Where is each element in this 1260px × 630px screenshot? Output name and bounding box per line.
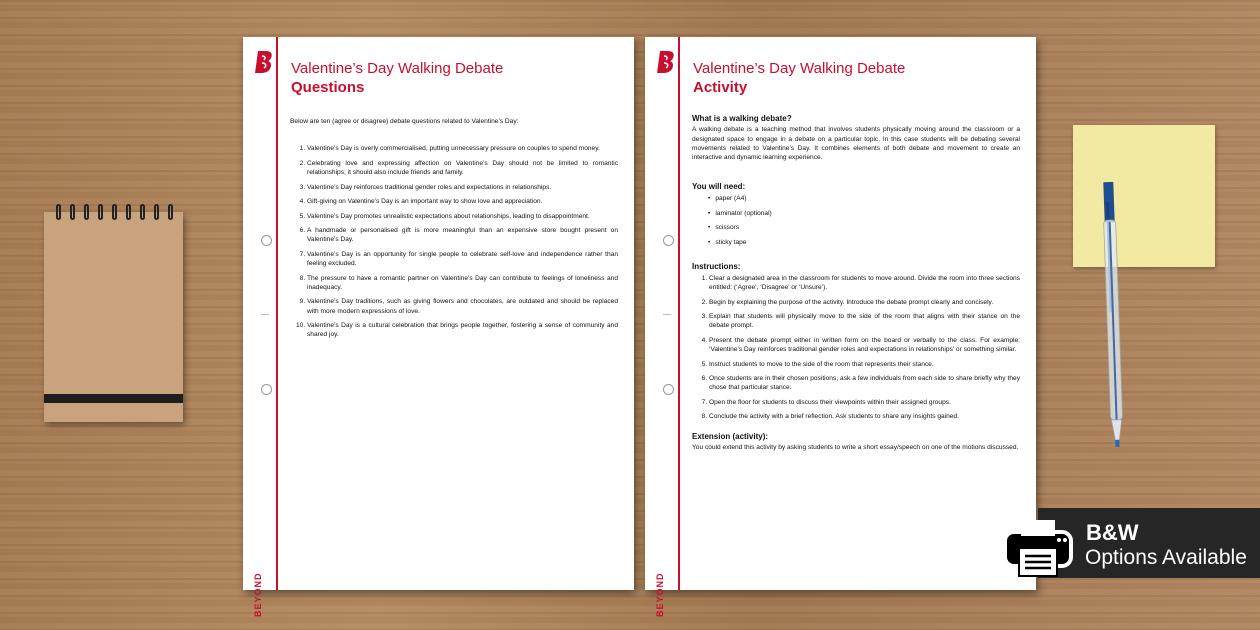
question-item: 4. Gift-giving on Valentine’s Day is an important way to show love and appreciation. bbox=[307, 197, 618, 206]
need-item: • sticky tape bbox=[708, 238, 1020, 247]
margin-line bbox=[276, 37, 278, 590]
worksheet-activity bbox=[645, 37, 1036, 617]
instruction-item: 1. Clear a designated area in the classroom for students to move around. Divide the room into three sections entitled: (‘Agree’, ‘Disagree’ or ‘Unsure’). bbox=[709, 274, 1020, 293]
question-item: 8. The pressure to have a romantic partner on Valentine’s Day can contribute to feelings of loneliness and inadequacy. bbox=[307, 274, 618, 293]
instruction-item: 3. Explain that students will physically move to the side of the room that aligns with their stance on the debate prompt. bbox=[709, 312, 1020, 331]
question-item: 7. Valentine’s Day is an opportunity for single people to celebrate self-love and independence rather than feeling excluded. bbox=[307, 250, 618, 269]
question-item: 6. A handmade or personalised gift is more meaningful than an expensive store bought present on Valentine’s Day. bbox=[307, 226, 618, 245]
punch-hole bbox=[261, 384, 272, 395]
printer-icon bbox=[1003, 516, 1075, 580]
question-item: 10. Valentine’s Day is a cultural celebration that brings people together, fostering a sense of community and shared joy. bbox=[307, 321, 618, 340]
intro-text: Below are ten (agree or disagree) debate questions related to Valentine’s Day: bbox=[290, 118, 519, 125]
spiral-ring bbox=[98, 204, 103, 220]
brand-label: BEYOND bbox=[655, 572, 665, 617]
badge-subtitle: Options Available bbox=[1085, 546, 1247, 569]
page-title: Valentine’s Day Walking Debate Activity bbox=[693, 60, 906, 96]
spiral-ring bbox=[56, 204, 61, 220]
need-item: • scissors bbox=[708, 223, 1020, 232]
page-title: Valentine’s Day Walking Debate Questions bbox=[291, 60, 504, 96]
extension-text: You could extend this activity by asking students to write a short essay/speech on one of the motions discussed. bbox=[692, 443, 1019, 451]
question-item: 1. Valentine’s Day is overly commercialised, putting unnecessary pressure on couples to spend money. bbox=[307, 144, 618, 153]
spiral-ring bbox=[84, 204, 89, 220]
questions-list bbox=[290, 144, 618, 339]
spiral-ring bbox=[126, 204, 131, 220]
notepad-band bbox=[44, 394, 183, 403]
spiral-ring bbox=[154, 204, 159, 220]
needs-list bbox=[692, 194, 1020, 248]
punch-hole bbox=[663, 384, 674, 395]
instruction-item: 5. Instruct students to move to the side of the room that represents their stance. bbox=[709, 360, 1020, 369]
punch-hole bbox=[663, 235, 674, 246]
notepad bbox=[44, 212, 183, 422]
instruction-item: 6. Once students are in their chosen positions, ask a few individuals from each side to share briefly why they chose that particular stance. bbox=[709, 374, 1020, 393]
beyond-logo-icon bbox=[657, 51, 675, 73]
spiral-ring bbox=[112, 204, 117, 220]
fold-mark bbox=[261, 314, 269, 315]
punch-hole bbox=[261, 235, 272, 246]
beyond-logo-icon bbox=[255, 51, 273, 73]
question-item: 2. Celebrating love and expressing affection on Valentine’s Day should not be limited to romantic relationships; it should also include friends and family. bbox=[307, 159, 618, 178]
instruction-item: 4. Present the debate prompt either in written form on the board or verbally to the class. For example: ‘Valentine’s Day reinforces traditional gender roles and expectations in relationships’ or something similar. bbox=[709, 336, 1020, 355]
instructions-list bbox=[692, 274, 1020, 422]
question-item: 9. Valentine’s Day traditions, such as giving flowers and chocolates, are outdated and should be replaced with more modern expressions of love. bbox=[307, 297, 618, 316]
margin-line bbox=[678, 37, 680, 590]
what-text: A walking debate is a teaching method that involves students physically moving around the classroom or a designated space to engage in a debate on a particular topic. In this case students will be debating several movements related to Valentine’s Day. It combines elements of both debate and movement to create an interactive and dynamic learning experience. bbox=[692, 126, 1020, 162]
instruction-item: 7. Open the floor for students to discuss their viewpoints within their assigned groups. bbox=[709, 398, 1020, 407]
spiral-ring bbox=[70, 204, 75, 220]
section-heading: Instructions: bbox=[692, 262, 741, 272]
fold-mark bbox=[663, 314, 671, 315]
section-heading: You will need: bbox=[692, 182, 746, 192]
worksheet-questions bbox=[243, 37, 634, 617]
section-heading: Extension (activity): bbox=[692, 431, 769, 441]
brand-label: BEYOND bbox=[253, 572, 263, 617]
question-item: 3. Valentine’s Day reinforces traditional gender roles and expectations in relationships. bbox=[307, 183, 618, 192]
badge-title: B&W bbox=[1086, 520, 1139, 545]
section-heading: What is a walking debate? bbox=[692, 114, 792, 123]
question-item: 5. Valentine’s Day promotes unrealistic expectations about relationships, leading to disappointment. bbox=[307, 212, 618, 221]
spiral-ring bbox=[140, 204, 145, 220]
instruction-item: 2. Begin by explaining the purpose of the activity. Introduce the debate prompt clearly and concisely. bbox=[709, 298, 1020, 307]
spiral-ring bbox=[168, 204, 173, 220]
need-item: • laminator (optional) bbox=[708, 209, 1020, 218]
instruction-item: 8. Conclude the activity with a brief reflection. Ask students to share any insights gained. bbox=[709, 412, 1020, 421]
need-item: • paper (A4) bbox=[708, 194, 1020, 203]
